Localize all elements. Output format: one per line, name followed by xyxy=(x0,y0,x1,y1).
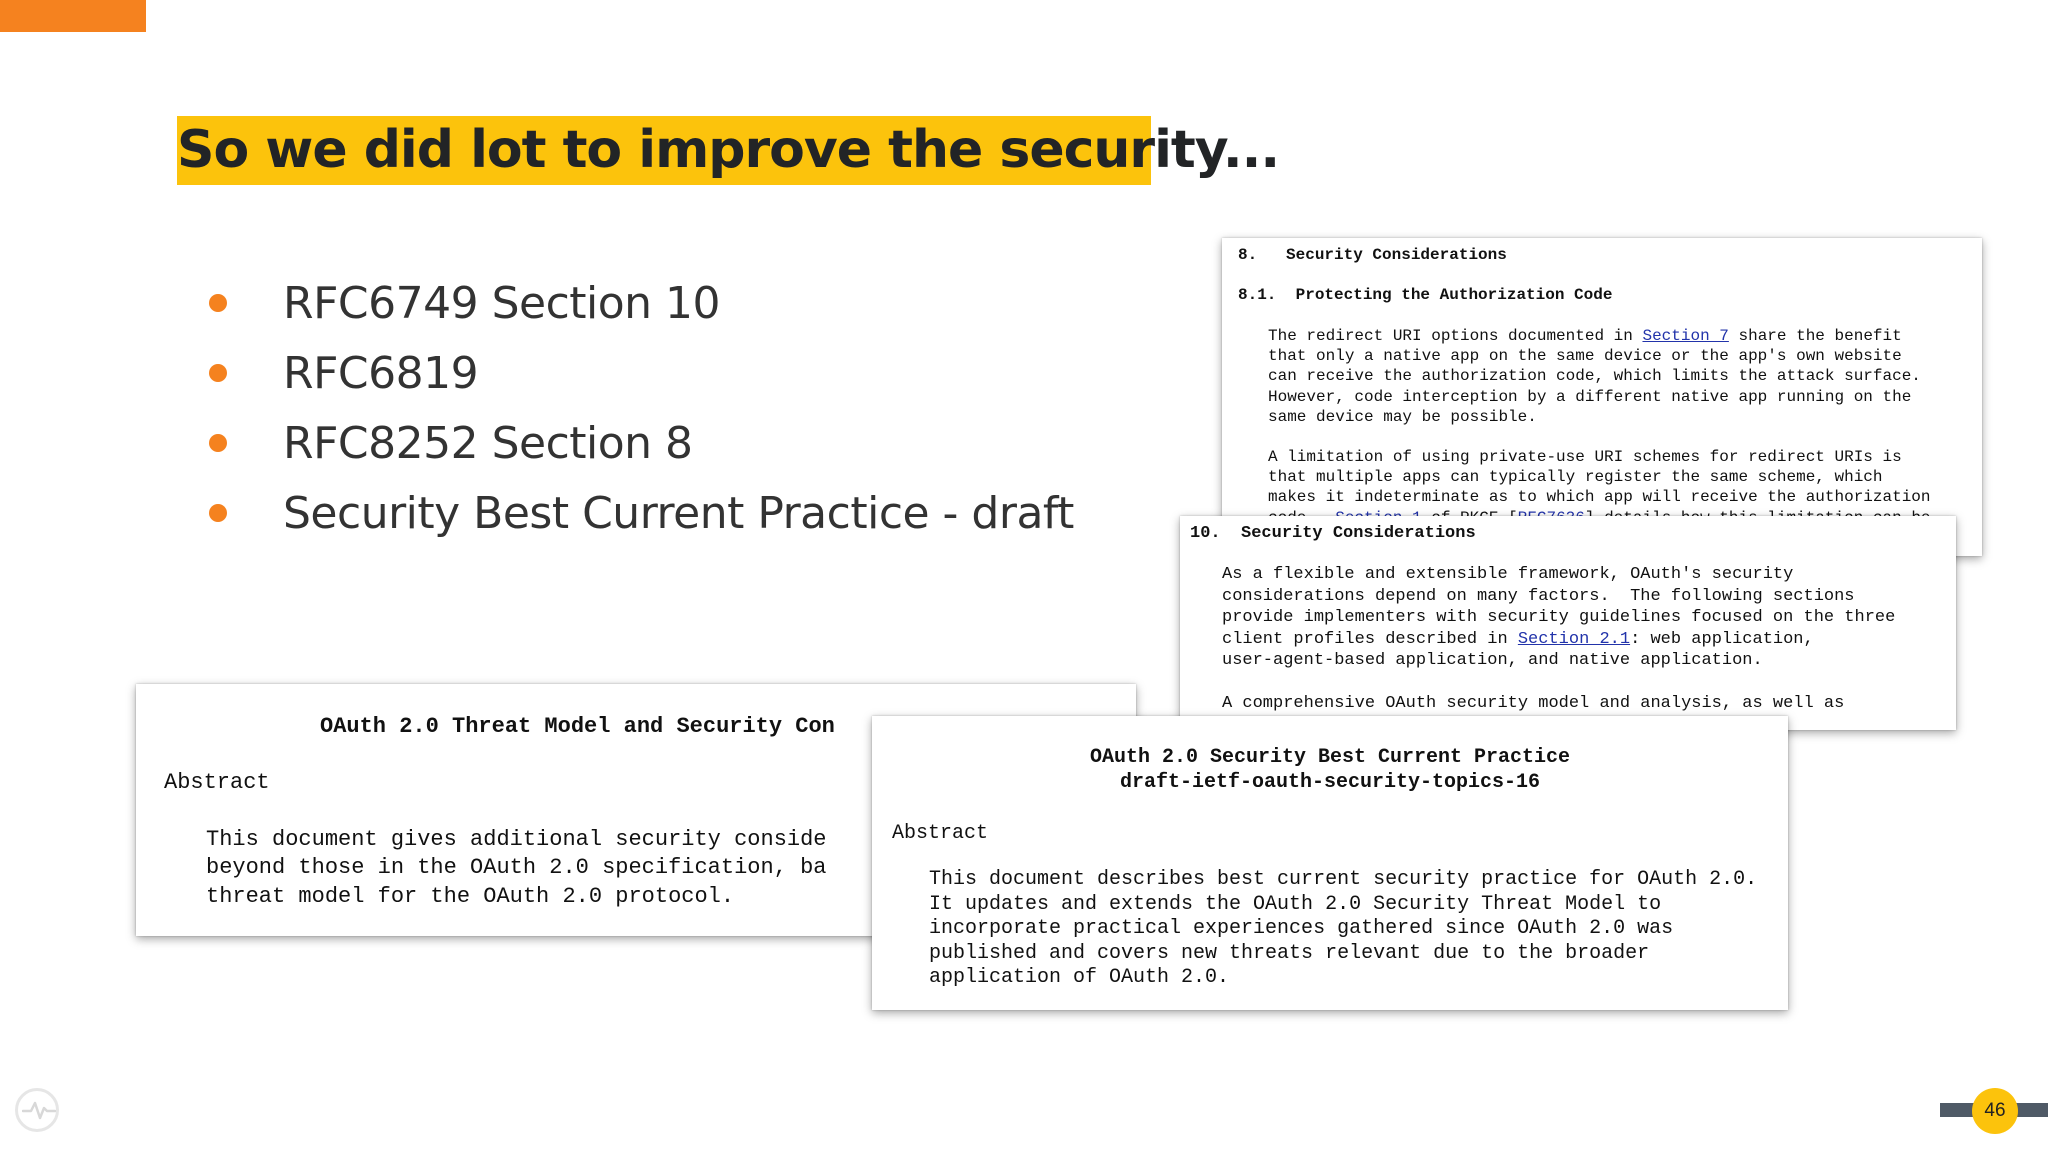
section-10-heading: 10. Security Considerations xyxy=(1190,524,1476,543)
text-run: that only a native app on the same device or the app's own website can receive the authorization code, which limits the attack surface. However, code interception by a different native app running on the same device may be possible. xyxy=(1268,347,1921,426)
heartbeat-line-icon xyxy=(22,1099,56,1121)
rfc8252-excerpt-card xyxy=(1222,238,1982,556)
bullet-dot-icon xyxy=(209,364,227,382)
rfc6749-paragraph-2: A comprehensive OAuth security model and analysis, as well as xyxy=(1222,694,1845,713)
bullet-list xyxy=(205,268,1074,548)
abstract-label: Abstract xyxy=(892,822,989,845)
section-7-link[interactable]: Section 7 xyxy=(1642,327,1729,345)
bcp-abstract: This document describes best current security practice for OAuth 2.0. It updates and extends the OAuth 2.0 Security Threat Model to incorporate practical experiences gathered since OAuth 2.0 was published and covers new threats relevant due to the broader application of OAuth 2.0. xyxy=(929,868,1758,990)
bullet-item xyxy=(205,268,1074,338)
top-accent-bar xyxy=(0,0,146,32)
text-run: user-agent-based application, and native application. xyxy=(1222,651,1763,671)
abstract-label: Abstract xyxy=(164,770,270,795)
bcp-draft-name: draft-ietf-oauth-security-topics-16 xyxy=(1119,771,1541,794)
section-8-1-heading: 8.1. Protecting the Authorization Code xyxy=(1238,286,1613,304)
rfc6749-paragraph-1 xyxy=(1222,564,1895,672)
bullet-item xyxy=(205,338,1074,408)
section-2-1-link[interactable]: Section 2.1 xyxy=(1517,629,1631,649)
bullet-text: RFC8252 Section 8 xyxy=(283,417,693,469)
bcp-title: OAuth 2.0 Security Best Current Practice xyxy=(1089,746,1571,769)
bullet-dot-icon xyxy=(209,294,227,312)
rfc6749-excerpt-card xyxy=(1180,516,1956,730)
bullet-text: RFC6749 Section 10 xyxy=(283,277,721,329)
bullet-item xyxy=(205,408,1074,478)
bullet-dot-icon xyxy=(209,504,227,522)
heartbeat-circle-icon xyxy=(15,1088,59,1132)
bullet-text: RFC6819 xyxy=(283,347,479,399)
bullet-dot-icon xyxy=(209,434,227,452)
slide-title: So we did lot to improve the security... xyxy=(177,120,1280,180)
text-run: share the benefit xyxy=(1728,327,1902,345)
text-run: client profiles described in xyxy=(1222,629,1518,649)
page-number: 46 xyxy=(1972,1088,2018,1134)
bullet-text: Security Best Current Practice - draft xyxy=(283,487,1074,539)
security-bcp-excerpt-card xyxy=(872,716,1788,1010)
text-run: : web application, xyxy=(1630,629,1814,649)
bullet-item xyxy=(205,478,1074,548)
rfc6819-title: OAuth 2.0 Threat Model and Security Con xyxy=(320,714,835,739)
rfc6819-abstract: This document gives additional security conside beyond those in the OAuth 2.0 specification, ba threat model for the OAuth 2.0 protocol. xyxy=(206,827,827,909)
section-8-heading: 8. Security Considerations xyxy=(1238,246,1507,264)
rfc8252-paragraph-1 xyxy=(1268,326,1921,427)
text-run: As a flexible and extensible framework, OAuth's security considerations depend on many factors. The following sections provide implementers with security guidelines focused on the three xyxy=(1222,565,1896,628)
text-run: The redirect URI options documented in xyxy=(1268,327,1643,345)
text-run: A limitation of using private-use URI schemes for redirect URIs is that multiple apps can typically register the same scheme, which makes it indeterminate as to which app will receive the authorization xyxy=(1268,448,1931,507)
